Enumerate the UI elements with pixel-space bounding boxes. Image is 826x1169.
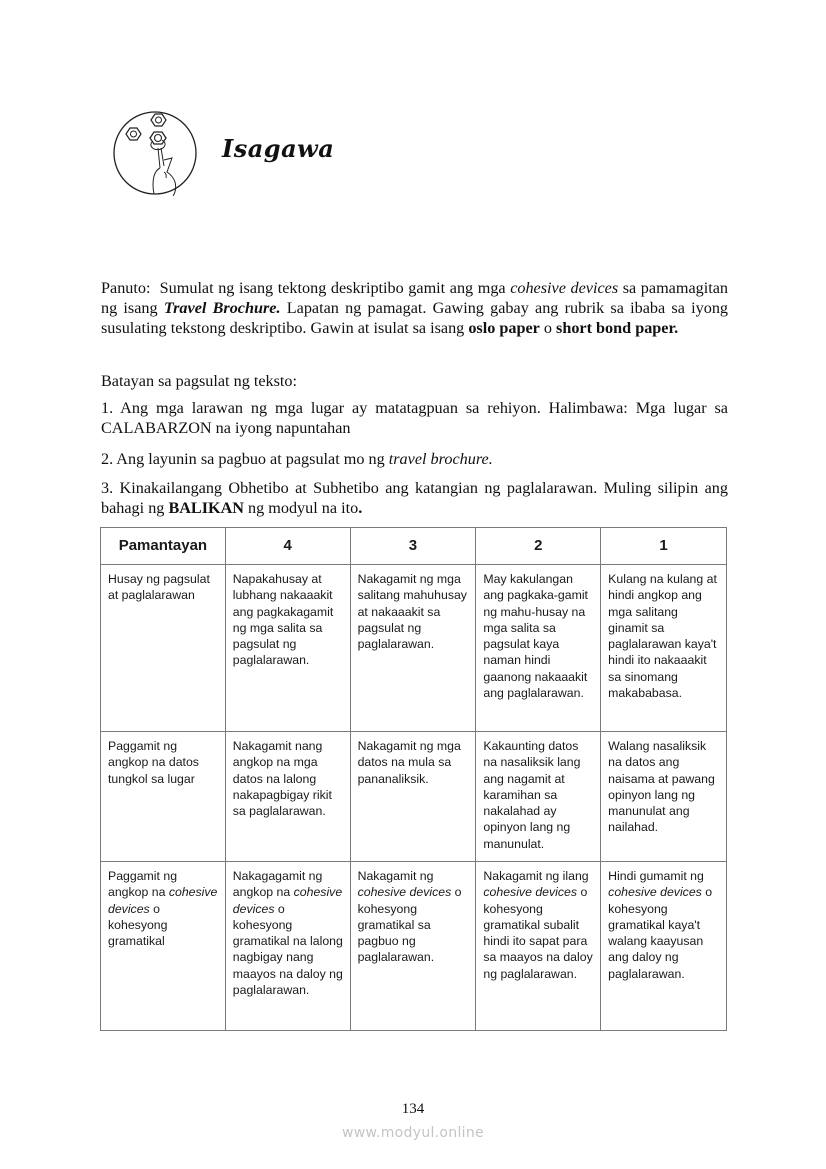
basis-item-1: 1. Ang mga larawan ng mga lugar ay matatagpuan sa rehiyon. Halimbawa: Mga lugar sa CALABARZON na iyong napuntahan [101,399,728,437]
rubric-header-row [101,528,727,565]
basis-item-2-text: 2. Ang layunin sa pagbuo at pagsulat mo ng [101,450,389,468]
header-score-1: 1 [601,528,727,565]
instructions-italic-term: cohesive devices [510,279,619,297]
table-row [101,565,727,732]
score-4-cell [225,862,350,1031]
cell-italic-term: cohesive devices [232,885,343,916]
instructions-label: Panuto: [101,279,151,297]
instructions-paragraph [101,278,728,338]
cell-text: Nakagagamit ng angkop na [232,869,323,900]
cell-italic-term: cohesive devices [608,885,702,900]
cell-text: o kohesyong gramatikal [108,901,168,949]
cell-text: o kohesyong gramatikal na lalong nagbigay nang maayos na daloy ng paglalarawan. [232,901,343,998]
score-1-cell [601,862,727,1031]
cell-italic-term: cohesive devices [357,885,452,900]
page-number: 134 [401,1101,425,1117]
cell-text: Hindi gumamit ng [608,869,704,883]
score-4-cell: Napakahusay at lubhang nakaaakit ang pagkakagamit ng mga salita sa pagsulat ng paglalarawan. [225,565,350,732]
cell-italic-term: cohesive devices [483,885,578,900]
cell-text: Nakagamit ng [357,869,434,883]
instructions-text: sa pamamagitan ng isang [101,279,729,317]
criterion-cell: Paggamit ng angkop na datos tungkol sa lugar [101,732,226,862]
cell-text: o kohesyong gramatikal subalit hindi ito sapat para sa maayos na daloy ng paglalarawan. [483,885,593,981]
instructions-text: Lapatan ng pamagat. Gawing gabay ang rubrik sa ibaba sa iyong susulating tekstong deskriptibo. Gawin at isulat sa isang [101,299,729,337]
cell-text: Nakagamit ng ilang [483,869,589,883]
header-criterion: Pamantayan [101,528,226,565]
header-score-2: 2 [476,528,601,565]
rubric-table [100,527,727,1031]
section-title: Isagawa [222,134,335,163]
score-3-cell [350,862,476,1031]
score-2-cell: May kakulangan ang pagkaka-gamit ng mahu-husay na mga salita sa pagsulat kaya naman hindi gaanong nakaaakit ang paglalarawan. [476,565,601,732]
table-row [101,862,727,1031]
header-score-4: 4 [225,528,350,565]
score-3-cell: Nakagamit ng mga salitang mahuhusay at nakaaakit sa pagsulat ng paglalarawan. [350,565,476,732]
instructions-short-bond-paper: short bond paper. [556,319,679,337]
basis-item-3-period: . [358,499,363,517]
instructions-text: Sumulat ng isang tektong deskriptibo gamit ang mga [159,279,511,297]
score-1-cell: Walang nasaliksik na datos ang naisama at pawang opinyon lang ng manunulat ang nailahad. [601,732,727,862]
table-row [101,732,727,862]
hand-with-nuts-icon [112,110,198,196]
basis-item-2-italic: travel brochure. [388,450,493,468]
basis-item-3-text: 3. Kinakailangang Obhetibo at Subhetibo ang katangian ng paglalarawan. Muling silipin ang bahagi ng [101,479,728,517]
watermark: www.modyul.online [342,1125,484,1141]
cell-italic-term: cohesive devices [108,885,218,916]
instructions-travel-brochure: Travel Brochure. [163,299,281,317]
instructions-text: o [539,319,557,337]
criterion-cell: Husay ng pagsulat at paglalarawan [101,565,226,732]
basis-item-3-bold: BALIKAN [168,499,244,517]
instructions-oslo-paper: oslo paper [468,319,540,337]
basis-item-3-end: ng modyul na ito [244,499,359,517]
criterion-cell [101,862,226,1031]
score-1-cell: Kulang na kulang at hindi angkop ang mga salitang ginamit sa paglalarawan kaya't hindi ito nakaaakit sa sinomang makababasa. [601,565,727,732]
score-3-cell: Nakagamit ng mga datos na mula sa pananaliksik. [350,732,476,862]
score-4-cell: Nakagamit nang angkop na mga datos na lalong nakapagbigay rikit sa paglalarawan. [225,732,350,862]
basis-heading: Batayan sa pagsulat ng teksto: [101,372,298,390]
score-2-cell: Kakaunting datos na nasaliksik lang ang nagamit at karamihan sa nakalahad ay opinyon lang ng manunulat. [476,732,601,862]
cell-text: Paggamit ng angkop na [108,869,178,900]
cell-text: o kohesyong gramatikal kaya't walang kaayusan ang daloy ng paglalarawan. [608,885,713,981]
score-2-cell [476,862,601,1031]
basis-item-3 [101,478,728,518]
header-score-3: 3 [350,528,476,565]
basis-item-2 [101,449,728,469]
cell-text: o kohesyong gramatikal sa pagbuo ng paglalarawan. [357,885,462,965]
